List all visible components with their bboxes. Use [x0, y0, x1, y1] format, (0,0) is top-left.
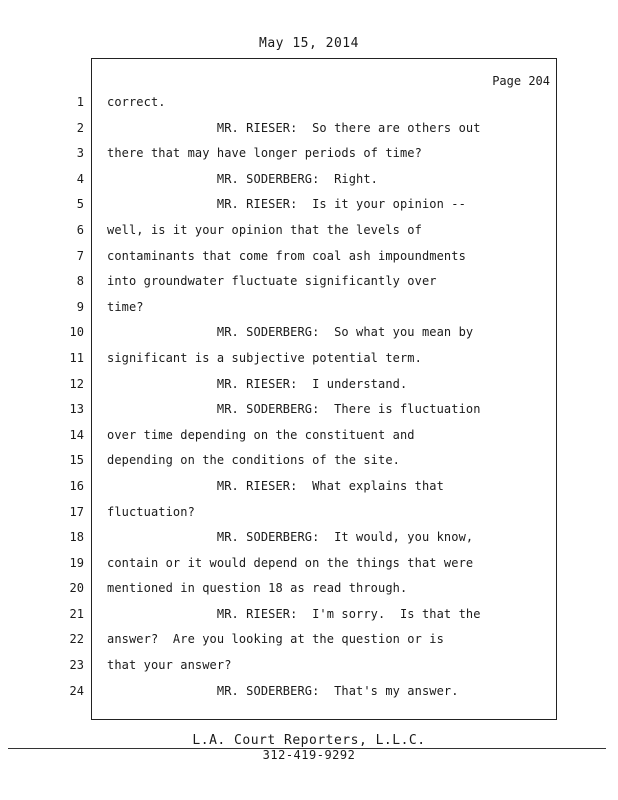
transcript-line: that your answer?: [107, 658, 232, 673]
line-number: 12: [69, 376, 84, 391]
header-date: May 15, 2014: [259, 36, 359, 51]
line-number: 23: [69, 658, 84, 673]
line-number: 16: [69, 478, 84, 493]
transcript-line: MR. SODERBERG: Right.: [107, 171, 379, 186]
transcript-line: well, is it your opinion that the levels of: [107, 222, 422, 237]
line-number: 2: [76, 120, 84, 135]
line-number: 10: [69, 325, 84, 340]
transcript-line: MR. RIESER: So there are others out: [107, 120, 481, 135]
line-number: 21: [69, 606, 84, 621]
transcript-line: time?: [107, 299, 144, 314]
transcript-line: answer? Are you looking at the question or is: [107, 632, 444, 647]
transcript-line: mentioned in question 18 as read through.: [107, 581, 408, 596]
transcript-line: correct.: [107, 95, 166, 109]
transcript-line: MR. RIESER: Is it your opinion --: [107, 197, 466, 212]
line-number: 4: [76, 171, 84, 186]
line-number: 17: [69, 504, 84, 519]
line-number: 7: [76, 248, 84, 263]
line-number: 8: [76, 274, 84, 289]
line-number: 19: [69, 555, 84, 570]
line-number: 20: [69, 581, 84, 596]
transcript-line: contaminants that come from coal ash impoundments: [107, 248, 466, 263]
transcript-text-column: [107, 92, 547, 706]
line-number: 5: [76, 197, 84, 212]
transcript-line: MR. SODERBERG: There is fluctuation: [107, 402, 481, 417]
transcript-line: there that may have longer periods of time?: [107, 146, 422, 161]
transcript-line: MR. RIESER: What explains that: [107, 478, 444, 493]
footer-company: L.A. Court Reporters, L.L.C.: [192, 733, 426, 748]
line-number: 14: [69, 427, 84, 442]
transcript-line: MR. SODERBERG: It would, you know,: [107, 530, 474, 545]
transcript-line: depending on the conditions of the site.: [107, 453, 400, 468]
transcript-line: MR. SODERBERG: So what you mean by: [107, 325, 474, 340]
line-number: 6: [76, 222, 84, 237]
transcript-line: contain or it would depend on the things that were: [107, 555, 474, 570]
line-number: 11: [69, 350, 84, 365]
line-number: 22: [69, 632, 84, 647]
transcript-line: into groundwater fluctuate significantly over: [107, 274, 437, 289]
line-number-column: [56, 92, 84, 706]
transcript-line: MR. SODERBERG: That's my answer.: [107, 683, 459, 698]
transcript-line: MR. RIESER: I'm sorry. Is that the: [107, 606, 481, 621]
transcript-line: over time depending on the constituent and: [107, 427, 415, 442]
line-number: 9: [76, 299, 84, 314]
line-number: 15: [69, 453, 84, 468]
line-number: 3: [76, 146, 84, 161]
transcript-line: MR. RIESER: I understand.: [107, 376, 408, 391]
line-number: 18: [69, 530, 84, 545]
transcript-line: fluctuation?: [107, 504, 195, 519]
page-number: Page 204: [492, 74, 550, 88]
footer-phone: 312-419-9292: [262, 748, 356, 762]
line-number: 13: [69, 402, 84, 417]
line-number: 1: [76, 95, 84, 109]
line-number: 24: [69, 683, 84, 698]
transcript-line: significant is a subjective potential term.: [107, 350, 422, 365]
